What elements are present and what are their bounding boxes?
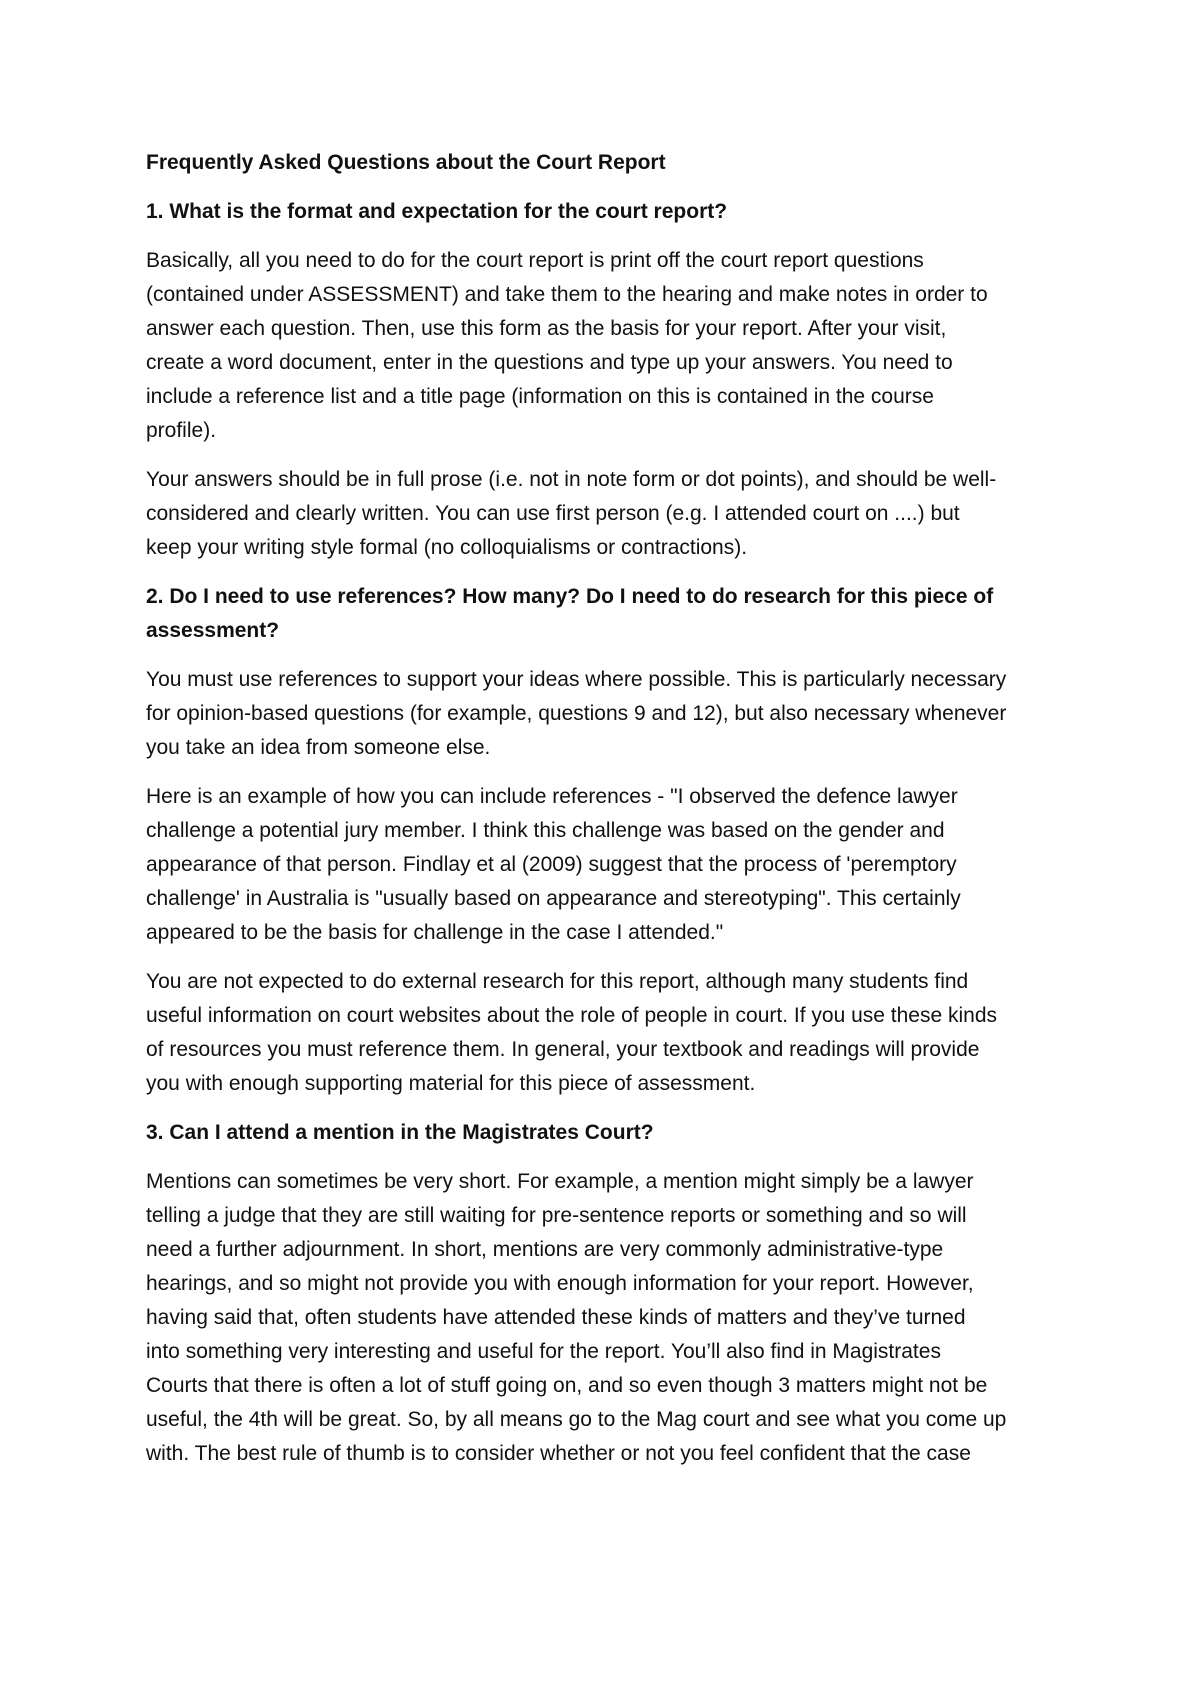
text-line: with. The best rule of thumb is to consider whether or not you feel confident that the case xyxy=(146,1442,971,1465)
text-line: create a word document, enter in the questions and type up your answers. You need to xyxy=(146,351,953,374)
text-line: you with enough supporting material for this piece of assessment. xyxy=(146,1072,756,1095)
text-line: you take an idea from someone else. xyxy=(146,736,491,759)
text-line: need a further adjournment. In short, mentions are very commonly administrative-type xyxy=(146,1238,944,1261)
answer-2-paragraph-3 xyxy=(146,965,1080,1101)
text-line: challenge a potential jury member. I think this challenge was based on the gender and xyxy=(146,819,945,842)
text-line: You are not expected to do external research for this report, although many students find xyxy=(146,970,969,993)
answer-2-paragraph-1 xyxy=(146,663,1080,765)
answer-1-paragraph-1 xyxy=(146,244,1080,448)
text-line: hearings, and so might not provide you with enough information for your report. However, xyxy=(146,1272,974,1295)
text-line: Basically, all you need to do for the court report is print off the court report questions xyxy=(146,249,924,272)
text-line: useful information on court websites about the role of people in court. If you use these kinds xyxy=(146,1004,998,1027)
text-line: appearance of that person. Findlay et al (2009) suggest that the process of 'peremptory xyxy=(146,853,957,876)
text-line: Your answers should be in full prose (i.e. not in note form or dot points), and should be well- xyxy=(146,468,997,491)
text-line: challenge' in Australia is "usually based on appearance and stereotyping". This certainly xyxy=(146,887,961,910)
text-line: useful, the 4th will be great. So, by all means go to the Mag court and see what you come up xyxy=(146,1408,1007,1431)
question-2-heading xyxy=(146,580,1080,648)
text-line: appeared to be the basis for challenge in the case I attended." xyxy=(146,921,724,944)
text-line: Courts that there is often a lot of stuff going on, and so even though 3 matters might not be xyxy=(146,1374,988,1397)
text-line: of resources you must reference them. In general, your textbook and readings will provide xyxy=(146,1038,980,1061)
text-line: Here is an example of how you can include references - "I observed the defence lawyer xyxy=(146,785,958,808)
question-3-heading: 3. Can I attend a mention in the Magistrates Court? xyxy=(146,1121,654,1144)
question-2-line: assessment? xyxy=(146,619,280,642)
text-line: Mentions can sometimes be very short. For example, a mention might simply be a lawyer xyxy=(146,1170,974,1193)
answer-2-paragraph-2 xyxy=(146,780,1080,950)
text-line: (contained under ASSESSMENT) and take them to the hearing and make notes in order to xyxy=(146,283,988,306)
text-line: profile). xyxy=(146,419,217,442)
text-line: You must use references to support your ideas where possible. This is particularly necessary xyxy=(146,668,1007,691)
text-line: keep your writing style formal (no colloquialisms or contractions). xyxy=(146,536,748,559)
document-title: Frequently Asked Questions about the Court Report xyxy=(146,151,666,174)
question-2-line: 2. Do I need to use references? How many? Do I need to do research for this piece of xyxy=(146,585,994,608)
answer-1-paragraph-2 xyxy=(146,463,1080,565)
text-line: having said that, often students have attended these kinds of matters and they’ve turned xyxy=(146,1306,966,1329)
text-line: into something very interesting and useful for the report. You’ll also find in Magistrates xyxy=(146,1340,941,1363)
text-line: for opinion-based questions (for example, questions 9 and 12), but also necessary whenever xyxy=(146,702,1007,725)
text-line: answer each question. Then, use this form as the basis for your report. After your visit, xyxy=(146,317,947,340)
text-line: considered and clearly written. You can use first person (e.g. I attended court on ....) but xyxy=(146,502,960,525)
text-line: include a reference list and a title page (information on this is contained in the course xyxy=(146,385,934,408)
text-line: telling a judge that they are still waiting for pre-sentence reports or something and so will xyxy=(146,1204,967,1227)
answer-3-paragraph-1 xyxy=(146,1165,1080,1471)
question-1-heading: 1. What is the format and expectation for the court report? xyxy=(146,200,728,223)
